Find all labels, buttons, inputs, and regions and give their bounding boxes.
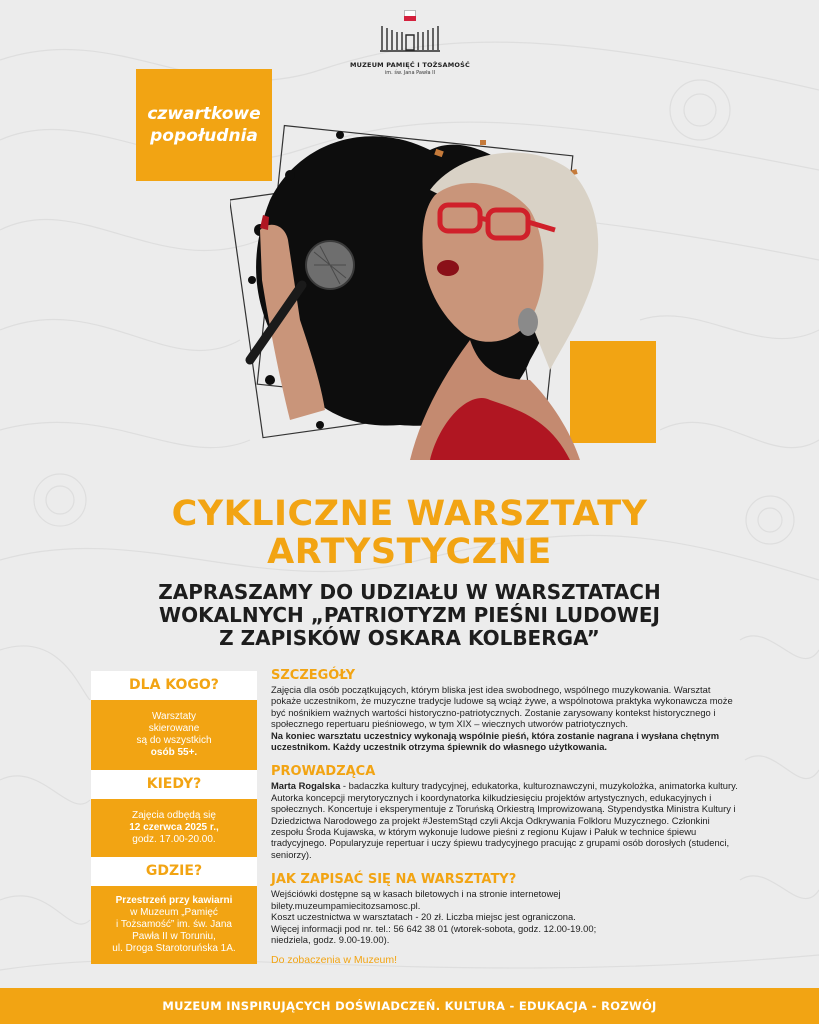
- main-title: [0, 495, 819, 571]
- where-heading: GDZIE?: [91, 857, 257, 886]
- closing-text: Do zobaczenia w Muzeum!: [271, 954, 398, 967]
- host-name: Marta Rogalska: [271, 780, 341, 792]
- where-line-5: ul. Droga Starotoruńska 1A.: [112, 943, 236, 954]
- where-line-1: Przestrzeń przy kawiarni: [115, 895, 233, 906]
- logo-name: MUZEUM PAMIĘĆ I TOŻSAMOŚĆ: [350, 61, 470, 69]
- where-body: [91, 886, 257, 964]
- subtitle-line-1: ZAPRASZAMY DO UDZIAŁU W WARSZTATACH: [158, 580, 661, 604]
- details-heading: SZCZEGÓŁY: [271, 668, 356, 683]
- when-line-2: 12 czerwca 2025 r.,: [129, 822, 219, 833]
- who-line-1: Warsztaty: [151, 711, 197, 722]
- signup-line-1: Wejściówki dostępne są w kasach biletowych i na stronie internetowej: [271, 888, 561, 900]
- host-bio: - badaczka kultury tradycyjnej, edukatorka, kulturoznawczyni, muzykolożka, animatorka kultury. Autorka koncepcji merytorycznych i koordynatorka kilkudziesięciu projektów artystycznych, edukacyjnych i społecznych. Koncertuje i eksperymentuje z Toruńską Orkiestrą Improwizowaną. Stypendystka Ministra Kultury i Dziedzictwa Narodowego za projekt #JestemStąd czyli Akcja Odkrywania Folkloru Muzycznego. Członkini zespołu Środa Kujawska, w którym wykonuje ludowe pieśni z regionu Kujaw i Pałuk w technice śpiewu tradycyjnego. Popularyzuje repertuar i uczy śpiewu tradycyjnego pracując z grupami osób dorosłych (studenci, seniorzy).: [271, 780, 738, 860]
- who-line-3: są do wszystkich: [136, 735, 212, 746]
- when-line-1: Zajęcia odbędą się: [132, 810, 216, 821]
- host-text: [271, 780, 741, 860]
- details-bold-note: Na koniec warsztatu uczestnicy wykonają wspólnie pieśń, która zostanie nagrana i wysłana chętnym uczestnikom. Każdy uczestnik otrzyma śpiewnik do własnego użytkowania.: [271, 729, 720, 753]
- when-heading: KIEDY?: [91, 770, 257, 799]
- subtitle: [0, 581, 819, 650]
- tag-line-1: czwartkowe: [147, 104, 261, 124]
- who-line-4: osób 55+.: [150, 747, 198, 758]
- logo-subtitle: im. św. Jana Pawła II: [384, 70, 436, 76]
- footer-text: MUZEUM INSPIRUJĄCYCH DOŚWIADCZEŃ. KULTURA - EDUKACJA - ROZWÓJ: [162, 999, 657, 1013]
- who-line-2: skierowane: [148, 723, 200, 734]
- details-paragraph: Zajęcia dla osób początkujących, którym bliska jest idea swobodnego, wspólnego muzykowania. Warsztat pokaże uczestnikom, że muzyczne tradycje ludowe są wciąż żywe, a wspólnotowa praktyka wykonawcza może być nośnikiem ważnych wartości historyczno-patriotycznych. Zostanie zarysowany kontekst historycznego i społecznego repertuaru pieśniowego, w tym XIX – wiecznych utworów patriotycznych.: [271, 684, 733, 730]
- signup-line-5: niedziela, godz. 9.00-19.00).: [271, 933, 390, 945]
- subtitle-line-2: WOKALNYCH „PATRIOTYZM PIEŚNI LUDOWEJ: [159, 603, 660, 627]
- who-heading: DLA KOGO?: [91, 671, 257, 700]
- when-line-3: godz. 17.00-20.00.: [132, 834, 216, 845]
- when-body: [91, 799, 257, 857]
- who-body: [91, 700, 257, 770]
- museum-building-icon: [379, 23, 441, 53]
- where-line-2: w Muzeum „Pamięć: [130, 907, 218, 918]
- main-title-line-1: CYKLICZNE WARSZTATY: [171, 494, 648, 534]
- singer-illustration: [230, 80, 650, 460]
- details-column: [271, 668, 741, 967]
- phone-info: Więcej informacji pod nr. tel.: 56 642 38 01 (wtorek-sobota, godz. 12.00-19.00;: [271, 922, 597, 934]
- where-line-4: Pawła II w Toruniu,: [132, 931, 216, 942]
- footer-bar: [0, 988, 819, 1024]
- signup-line-3: Koszt uczestnictwa w warsztatach - 20 zł. Liczba miejsc jest ograniczona.: [271, 911, 576, 923]
- polish-flag-icon: [404, 10, 416, 21]
- museum-logo[interactable]: [330, 10, 490, 76]
- subtitle-line-3: Z ZAPISKÓW OSKARA KOLBERGA”: [219, 626, 600, 650]
- main-title-line-2: ARTYSTYCZNE: [267, 532, 552, 572]
- where-line-3: i Tożsamość” im. św. Jana: [116, 919, 232, 930]
- details-text: [271, 684, 741, 752]
- tag-line-2: popołudnia: [150, 126, 258, 146]
- host-heading: PROWADZĄCA: [271, 764, 376, 780]
- weekday-tag: [136, 69, 272, 181]
- signup-heading: JAK ZAPISAĆ SIĘ NA WARSZTATY?: [271, 872, 517, 888]
- info-column: [91, 671, 257, 964]
- ticket-link[interactable]: bilety.muzeumpamiecitozsamosc.pl.: [271, 899, 421, 911]
